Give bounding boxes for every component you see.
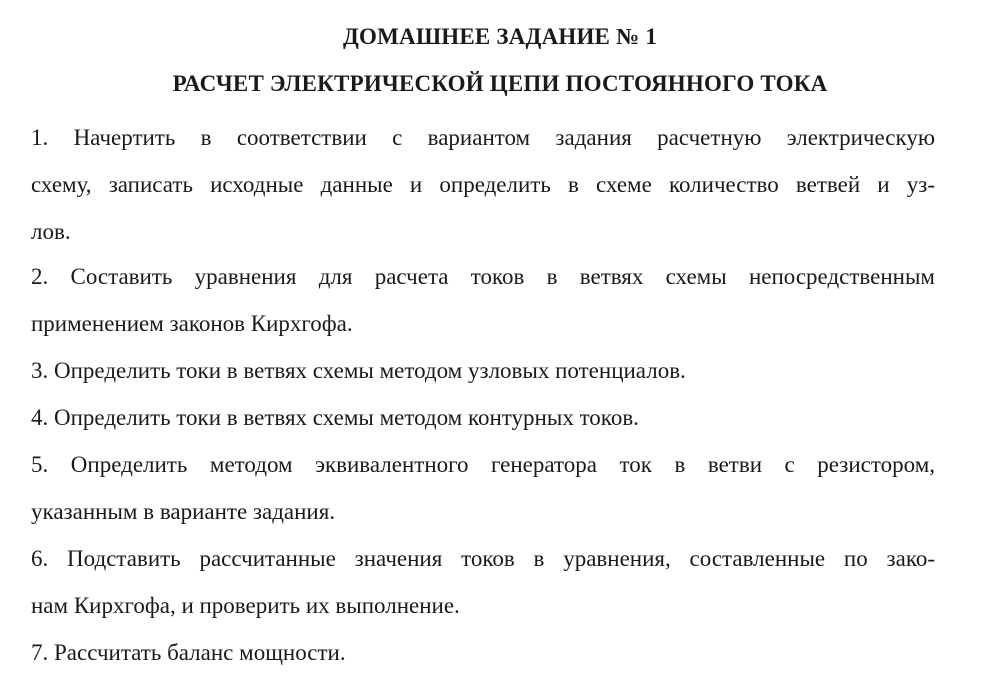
task-item-5-line-2: указанным в варианте задания.	[31, 499, 336, 524]
task-item-1-line-2: схему, записать исходные данные и определить в схеме количество ветвей и уз-	[31, 172, 935, 197]
task-item-4	[31, 394, 935, 441]
task-item-7-line-1: 7. Рассчитать баланс мощности.	[31, 640, 346, 665]
task-item-3	[31, 347, 935, 394]
task-item-6-line-2: нам Кирхгофа, и проверить их выполнение.	[31, 593, 460, 618]
task-item-2	[31, 253, 935, 347]
task-item-6	[31, 535, 935, 629]
task-item-5	[31, 441, 935, 535]
task-item-5-line-1: 5. Определить методом эквивалентного генератора ток в ветви с резистором,	[31, 452, 935, 477]
task-item-6-line-1: 6. Подставить рассчитанные значения токов в уравнения, составленные по зако-	[31, 546, 935, 571]
document-subtitle: РАСЧЕТ ЭЛЕКТРИЧЕСКОЙ ЦЕПИ ПОСТОЯННОГО ТОКА	[172, 71, 828, 96]
task-item-2-line-2: применением законов Кирхгофа.	[31, 311, 353, 336]
task-item-2-line-1: 2. Составить уравнения для расчета токов в ветвях схемы непосредственным	[31, 264, 935, 289]
task-item-1-line-1: 1. Начертить в соответствии с вариантом задания расчетную электрическую	[31, 125, 935, 150]
task-item-4-line-1: 4. Определить токи в ветвях схемы методом контурных токов.	[31, 405, 639, 430]
task-item-7	[31, 629, 935, 676]
task-item-1-line-3: лов.	[31, 219, 71, 244]
task-item-1	[31, 114, 935, 255]
task-item-3-line-1: 3. Определить токи в ветвях схемы методом узловых потенциалов.	[31, 358, 686, 383]
document-title: ДОМАШНЕЕ ЗАДАНИЕ № 1	[342, 24, 658, 49]
